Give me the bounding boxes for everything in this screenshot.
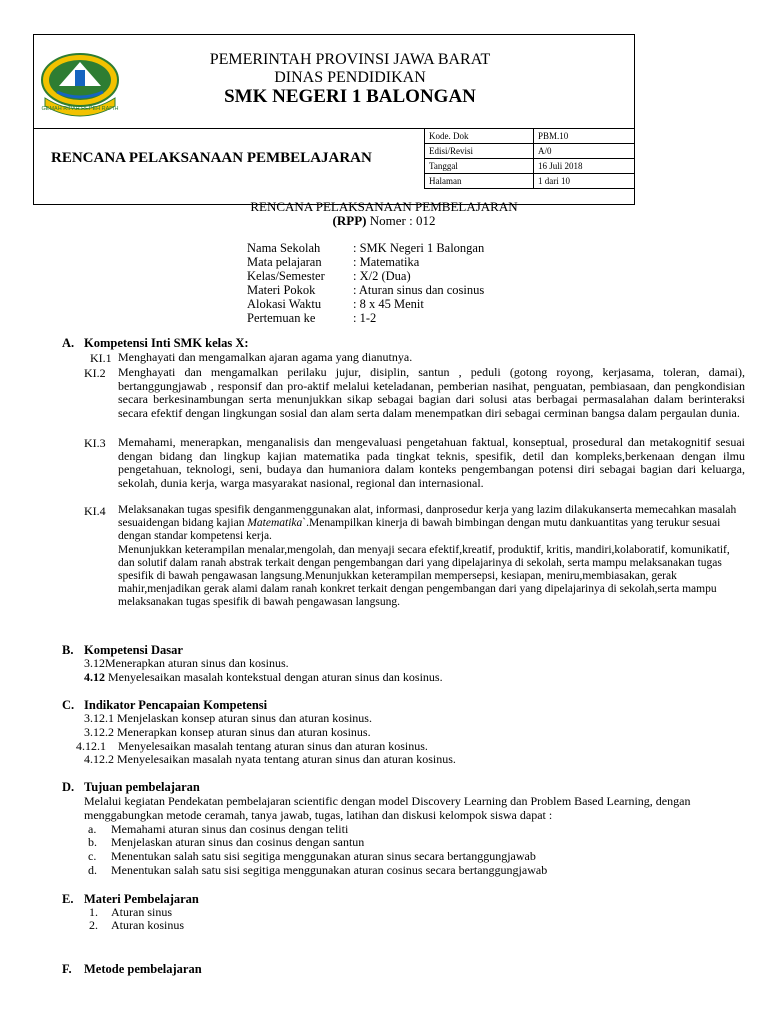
- document-title: RENCANA PELAKSANAAN PEMBELAJARAN: [51, 150, 372, 166]
- section-title: Metode pembelajaran: [84, 962, 202, 976]
- ipk-item: 4.12.1 Menyelesaikan masalah tentang aturan sinus dan aturan kosinus.: [76, 739, 428, 753]
- meta-value: A/0: [534, 144, 635, 159]
- meta-key: Halaman: [425, 174, 534, 189]
- table-row: [425, 159, 635, 174]
- ipk-item: 3.12.1 Menjelaskan konsep aturan sinus dan aturan kosinus.: [84, 711, 372, 725]
- document-meta-table: [424, 128, 635, 189]
- section-letter: F.: [62, 962, 72, 976]
- school-name: SMK NEGERI 1 BALONGAN: [224, 86, 476, 107]
- materi-item: Aturan kosinus: [111, 918, 184, 932]
- info-row: [247, 241, 484, 255]
- meta-key: Tanggal: [425, 159, 534, 174]
- rpp-abbrev: (RPP): [332, 213, 367, 228]
- info-row: [247, 283, 484, 297]
- info-label: Mata pelajaran: [247, 255, 322, 269]
- section-title: Materi Pembelajaran: [84, 892, 199, 906]
- logo-motto: GEMAH RIPAH REPEH RAPIH: [41, 106, 119, 112]
- ki4-subject: Matematika: [247, 517, 303, 530]
- info-row: [247, 297, 424, 311]
- ki-text: Memahami, menerapkan, menganalisis dan mengevaluasi pengetahuan faktual, konseptual, prosedural dan metakognitif sesuai dengan bidang dan lingkup kajian matematika pada tingkat teknis, spesifik, detil dan kompleks,berkenaan dengan ilmu pengetahuan, teknologi, seni, budaya dan humaniora dalam konteks pengembangan potensi diri sebagai bagian dari keluarga, sekolah, dunia kerja, warga masyarakat nasional, regional dan internasional.: [118, 435, 745, 491]
- meta-value: 16 Juli 2018: [534, 159, 635, 174]
- section-letter: B.: [62, 643, 74, 657]
- ki4-text-part3: Menunjukkan keterampilan menalar,mengolah, dan menyaji secara efektif,kreatif, produktif, kritis, mandiri,kolaboratif, komunikatif, dan solutif dalam ranah abstrak terkait dengan pengembangan dari yang dipelajarinya di sekolah, serta mampu melaksanakan tugas spesifik di bawah pengawasan langsung.Menunjukkan keterampilan mempersepsi, kesiapan, meniru,membiasakan, gerak mahir,menjadikan gerak alami dalam ranah konkret terkait dengan pengembangan dari yang dipelajarinya di sekolah,serta mampu melaksanakan tugas spesifik di bawah pengawasan langsung.: [118, 543, 730, 609]
- section-letter: E.: [62, 892, 74, 906]
- section-a-heading: [62, 336, 249, 351]
- section-title: Kompetensi Inti SMK kelas X:: [84, 336, 249, 350]
- meta-key: Kode. Dok: [425, 129, 534, 144]
- ki-label: KI.1: [90, 351, 112, 365]
- ki-text: [118, 504, 745, 610]
- tujuan-intro: Melalui kegiatan Pendekatan pembelajaran scientific dengan model Discovery Learning dan Problem Based Learning, dengan menggabungkan metode ceramah, tanya jawab, tugas, latihan dan diskusi kelompok siswa dapat :: [84, 794, 691, 822]
- table-row: [425, 144, 635, 159]
- info-value: : X/2 (Dua): [353, 269, 411, 283]
- materi-mark: 2.: [89, 918, 98, 932]
- kd-item: [84, 657, 289, 671]
- info-value: : 1-2: [353, 311, 377, 325]
- kd-text: Menerapkan aturan sinus dan kosinus.: [105, 656, 289, 670]
- ki4-text-part1: Melaksanakan tugas spesifik denganmenggunakan alat, informasi, danprosedur kerja yang lazim dilakukanserta memecahkan masalah sesuaidengan bidang kajian: [118, 504, 737, 530]
- tujuan-item: Menentukan salah satu sisi segitiga menggunakan aturan sinus secara bertanggungjawab: [111, 849, 536, 863]
- meta-value: 1 dari 10: [534, 174, 635, 189]
- info-label: Materi Pokok: [247, 283, 316, 297]
- info-label: Pertemuan ke: [247, 311, 316, 325]
- tujuan-item: Memahami aturan sinus dan cosinus dengan teliti: [111, 822, 349, 836]
- section-title: Tujuan pembelajaran: [84, 780, 200, 794]
- materi-item: Aturan sinus: [111, 905, 172, 919]
- info-value: : Matematika: [353, 255, 420, 269]
- info-row: [247, 269, 411, 283]
- tujuan-mark: d.: [88, 863, 97, 877]
- materi-mark: 1.: [89, 905, 98, 919]
- section-title: Kompetensi Dasar: [84, 643, 183, 657]
- tujuan-item: Menentukan salah satu sisi segitiga menggunakan aturan cosinus secara bertanggungjawab: [111, 863, 548, 877]
- ipk-item: 4.12.2 Menyelesaikan masalah nyata tentang aturan sinus dan aturan kosinus.: [84, 752, 456, 766]
- meta-value: PBM.10: [534, 129, 635, 144]
- dept-name: DINAS PENDIDIKAN: [274, 69, 426, 86]
- section-letter: D.: [62, 780, 75, 794]
- kd-number: 4.12: [84, 670, 105, 684]
- tujuan-item: Menjelaskan aturan sinus dan cosinus dengan santun: [111, 835, 365, 849]
- ki-label: KI.3: [84, 436, 106, 450]
- info-row: [247, 311, 376, 325]
- tujuan-mark: b.: [88, 835, 97, 849]
- rpp-number: [0, 213, 768, 229]
- meta-key: Edisi/Revisi: [425, 144, 534, 159]
- kd-text: Menyelesaikan masalah kontekstual dengan aturan sinus dan kosinus.: [108, 670, 443, 684]
- info-value: : Aturan sinus dan cosinus: [353, 283, 485, 297]
- section-letter: A.: [62, 336, 75, 350]
- table-row: [425, 129, 635, 144]
- kd-item: [84, 671, 443, 685]
- info-label: Alokasi Waktu: [247, 297, 322, 311]
- section-d-heading: [62, 780, 200, 795]
- rpp-title: RENCANA PELAKSANAAN PEMBELAJARAN: [250, 199, 518, 214]
- tujuan-mark: c.: [88, 849, 97, 863]
- rpp-nomor: Nomer : 012: [369, 213, 436, 228]
- kd-number: 3.12: [84, 656, 105, 670]
- info-value: : 8 x 45 Menit: [353, 297, 424, 311]
- info-label: Nama Sekolah: [247, 241, 321, 255]
- ipk-item: 3.12.2 Menerapkan konsep aturan sinus dan aturan kosinus.: [84, 725, 371, 739]
- ki4-text-part2: `.Menampilkan kinerja di bawah bimbingan dengan mutu dankuantitas yang terukur sesuai dengan standar kompetensi kerja.: [118, 517, 721, 543]
- ki-label: KI.4: [84, 504, 106, 518]
- tujuan-mark: a.: [88, 822, 97, 836]
- ki-label: KI.2: [84, 366, 106, 380]
- section-f-heading: [62, 962, 202, 977]
- section-title: Indikator Pencapaian Kompetensi: [84, 698, 268, 712]
- section-letter: C.: [62, 698, 75, 712]
- info-value: : SMK Negeri 1 Balongan: [353, 241, 485, 255]
- province-logo-icon: [37, 48, 123, 118]
- info-label: Kelas/Semester: [247, 269, 325, 283]
- table-row: [425, 174, 635, 189]
- ki-text: Menghayati dan mengamalkan ajaran agama yang dianutnya.: [118, 350, 413, 364]
- info-row: [247, 255, 419, 269]
- gov-name: PEMERINTAH PROVINSI JAWA BARAT: [209, 51, 491, 68]
- ki-text: Menghayati dan mengamalkan perilaku jujur, disiplin, santun , peduli (gotong royong, kerjasama, toleran, damai), bertanggungjawab , responsif dan pro-aktif melalui keteladanan, pemberian nasihat, penguatan, pembiasaan, dan pengkondisian secara berkesinambungan serta menunjukkan sikap sebagai bagian dari solusi atas berbagai permasalahan dalam berinteraksi secara efektif dengan lingkungan sosial dan alam serta dalam menempatkan diri sebagai cerminan bangsa dalam pergaulan dunia.: [118, 365, 745, 421]
